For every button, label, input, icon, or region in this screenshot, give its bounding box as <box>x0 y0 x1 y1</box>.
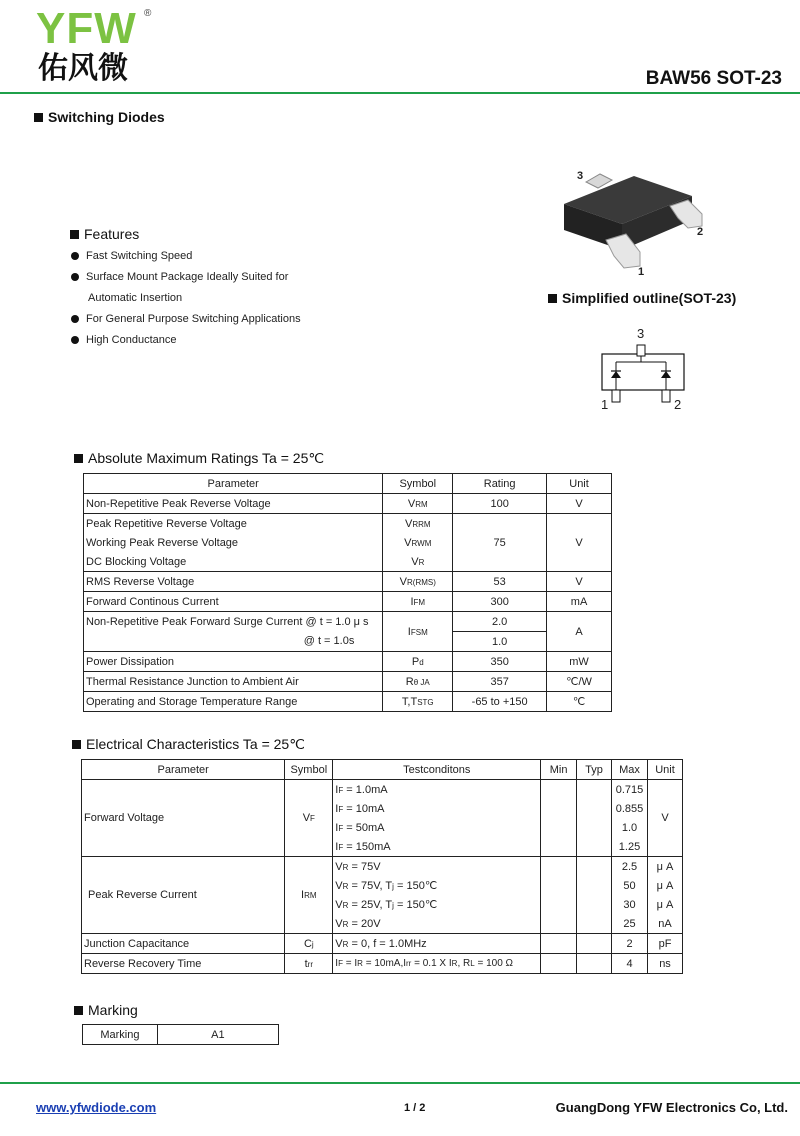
max-cell: 25 <box>612 914 648 934</box>
min-cell <box>541 954 577 974</box>
cond-sub: R <box>342 862 349 872</box>
table-row <box>84 672 612 692</box>
symbol-sub: θ JA <box>413 677 430 687</box>
param-cell: Peak Reverse Current <box>82 857 285 934</box>
bullet-icon <box>71 315 79 323</box>
logo-letters: YFW <box>36 4 137 53</box>
condition-cell <box>333 934 541 954</box>
unit-cell: μ A <box>648 876 683 895</box>
symbol-main: V <box>407 497 416 510</box>
header-cell: Parameter <box>84 474 383 494</box>
unit-cell: mA <box>547 592 612 612</box>
typ-cell <box>577 857 612 934</box>
typ-cell <box>577 954 612 974</box>
max-cell: 2 <box>612 934 648 954</box>
symbol-cell <box>383 552 453 572</box>
cond-rest: = 150℃ <box>393 880 438 892</box>
rating-cell: 53 <box>453 572 547 592</box>
table-row <box>84 572 612 592</box>
cond-sub: j <box>392 901 394 910</box>
cond-main: V <box>335 880 343 892</box>
feature-item <box>86 288 301 309</box>
condition-cell <box>333 954 541 974</box>
header-cell: Testconditons <box>333 760 541 780</box>
rating-cell: 300 <box>453 592 547 612</box>
symbol-main: I <box>301 889 305 901</box>
abs-max-title: Absolute Maximum Ratings Ta = 25℃ <box>88 450 325 466</box>
symbol-main: I <box>407 625 411 638</box>
table-row <box>84 494 612 514</box>
cond-main: V <box>335 860 343 873</box>
param-cell: Forward Voltage <box>82 780 285 857</box>
cond-sub: F <box>338 959 343 968</box>
param-cell: Peak Repetitive Reverse Voltage <box>84 514 383 534</box>
param-cell: Forward Continous Current <box>84 592 383 612</box>
cond-main: I <box>335 821 339 834</box>
cond-sub: F <box>338 842 344 852</box>
max-cell: 0.715 <box>612 780 648 800</box>
unit-cell: V <box>547 572 612 592</box>
outline-title: Simplified outline(SOT-23) <box>562 290 737 306</box>
cond-rest: = 25V, T <box>348 899 393 911</box>
symbol-main: V <box>405 517 413 530</box>
feature-text: Automatic Insertion <box>88 292 183 304</box>
cond-sub: R <box>342 901 349 910</box>
symbol-cell <box>285 780 333 857</box>
features-list <box>86 246 301 351</box>
bullet-icon <box>71 273 79 281</box>
condition-cell <box>333 857 541 877</box>
cond-rest: , R <box>457 958 471 969</box>
symbol-sub: R(RMS) <box>407 577 436 587</box>
condition-cell <box>333 799 541 818</box>
symbol-cell <box>383 652 453 672</box>
symbol-sub: R <box>418 557 425 567</box>
symbol-sub: FSM <box>410 627 428 637</box>
square-bullet-icon <box>548 294 557 303</box>
symbol-main: V <box>404 536 412 549</box>
logo-chinese-name: 佑风微 <box>38 51 128 86</box>
cond-sub: j <box>392 882 394 891</box>
part-title: BAW56 SOT-23 <box>645 68 782 89</box>
feature-text: High Conductance <box>86 334 177 346</box>
condition-cell <box>333 818 541 837</box>
header-divider <box>0 92 800 94</box>
header-cell: Parameter <box>82 760 285 780</box>
header-cell: Symbol <box>285 760 333 780</box>
elec-title: Electrical Characteristics Ta = 25℃ <box>86 736 305 752</box>
square-bullet-icon <box>74 1006 83 1015</box>
max-cell: 1.0 <box>612 818 648 837</box>
max-cell: 4 <box>612 954 648 974</box>
header-cell: Typ <box>577 760 612 780</box>
cond-main: I <box>335 802 339 815</box>
symbol-main: V <box>399 575 407 588</box>
marking-label-cell: Marking <box>83 1025 158 1045</box>
schematic-pin1-label: 1 <box>601 397 609 412</box>
cond-rest: = 20V <box>348 917 381 930</box>
unit-cell: nA <box>648 914 683 934</box>
cond-main: I <box>335 783 339 796</box>
symbol-cell <box>383 692 453 712</box>
abs-max-heading <box>74 450 324 467</box>
symbol-sub: RM <box>304 891 317 900</box>
cond-sub: F <box>338 823 344 833</box>
table-row <box>84 592 612 612</box>
package-pin3-label: 3 <box>577 170 584 182</box>
param-cell: Reverse Recovery Time <box>82 954 285 974</box>
unit-cell: A <box>547 612 612 652</box>
square-bullet-icon <box>70 230 79 239</box>
cond-rest: = 0.1 X I <box>411 958 452 969</box>
cond-sub: R <box>342 939 349 949</box>
unit-cell: ℃ <box>547 692 612 712</box>
symbol-sub: RM <box>415 499 428 509</box>
cond-sub: F <box>338 804 344 814</box>
symbol-cell <box>383 612 453 652</box>
table-header-row <box>84 474 612 494</box>
typ-cell <box>577 934 612 954</box>
cond-rest: = 10mA <box>343 802 385 815</box>
symbol-sub: d <box>419 657 424 667</box>
package-pin2-label: 2 <box>697 226 704 238</box>
rating-cell: 1.0 <box>453 632 547 652</box>
symbol-cell <box>383 514 453 534</box>
unit-cell: ns <box>648 954 683 974</box>
marking-heading <box>74 1002 138 1018</box>
symbol-cell <box>383 533 453 552</box>
symbol-sub: FM <box>413 597 426 607</box>
condition-cell <box>333 780 541 800</box>
table-row <box>84 692 612 712</box>
symbol-main: V <box>302 812 311 824</box>
header-cell: Symbol <box>383 474 453 494</box>
max-cell: 50 <box>612 876 648 895</box>
max-cell: 0.855 <box>612 799 648 818</box>
feature-text: For General Purpose Switching Applications <box>86 313 301 325</box>
company-name: GuangDong YFW Electronics Co, Ltd. <box>555 1100 788 1115</box>
param-cell: Operating and Storage Temperature Range <box>84 692 383 712</box>
feature-text: Fast Switching Speed <box>86 250 193 262</box>
header-cell: Unit <box>648 760 683 780</box>
typ-cell <box>577 780 612 857</box>
condition-cell <box>333 895 541 914</box>
unit-cell: pF <box>648 934 683 954</box>
cond-main: V <box>335 937 343 950</box>
feature-item <box>86 246 301 267</box>
feature-item <box>86 309 301 330</box>
rating-cell: 357 <box>453 672 547 692</box>
symbol-sub: j <box>311 939 314 949</box>
square-bullet-icon <box>72 740 81 749</box>
unit-cell: μ A <box>648 857 683 877</box>
rating-cell: 350 <box>453 652 547 672</box>
bullet-icon <box>71 336 79 344</box>
square-bullet-icon <box>34 113 43 122</box>
param-cell: Thermal Resistance Junction to Ambient Air <box>84 672 383 692</box>
abs-max-table <box>83 473 612 712</box>
unit-cell: V <box>648 780 683 857</box>
rating-cell: -65 to +150 <box>453 692 547 712</box>
symbol-cell <box>285 934 333 954</box>
table-row <box>82 934 683 954</box>
feature-item <box>86 267 301 288</box>
feature-text: Surface Mount Package Ideally Suited for <box>86 271 289 283</box>
param-cell: Non-Repetitive Peak Reverse Voltage <box>84 494 383 514</box>
symbol-cell <box>285 857 333 934</box>
schematic-pin3-label: 3 <box>637 326 645 341</box>
table-row <box>84 514 612 534</box>
package-pin1-label: 1 <box>638 266 645 278</box>
cond-sub: F <box>338 785 344 795</box>
symbol-main: T,T <box>401 695 418 708</box>
features-title: Features <box>84 226 140 242</box>
max-cell: 1.25 <box>612 837 648 857</box>
cond-sub: R <box>342 882 349 891</box>
website-link[interactable]: www.yfwdiode.com <box>36 1100 157 1115</box>
rating-cell: 2.0 <box>453 612 547 632</box>
condition-cell <box>333 914 541 934</box>
symbol-sub: RRM <box>412 519 431 529</box>
cond-rest: = 150℃ <box>393 899 438 911</box>
marking-table <box>82 1024 279 1045</box>
cond-rest: = 150mA <box>343 840 391 853</box>
cond-rest: = 1.0mA <box>343 783 388 796</box>
marking-title: Marking <box>88 1002 138 1018</box>
marking-value-cell: A1 <box>157 1025 278 1045</box>
unit-cell: ℃/W <box>547 672 612 692</box>
logo-registered-mark: ® <box>144 8 152 19</box>
header-cell: Max <box>612 760 648 780</box>
table-header-row <box>82 760 683 780</box>
cond-main: V <box>335 899 343 911</box>
cond-main: I <box>335 840 339 853</box>
cond-sub: L <box>470 959 475 968</box>
cond-rest: = 10mA,I <box>362 958 407 969</box>
page-number: 1 / 2 <box>404 1102 426 1114</box>
param-cell: RMS Reverse Voltage <box>84 572 383 592</box>
cond-main: V <box>335 917 343 930</box>
table-row <box>82 857 683 877</box>
table-row <box>84 632 612 652</box>
symbol-cell <box>383 592 453 612</box>
condition-cell <box>333 876 541 895</box>
table-row <box>83 1025 279 1045</box>
cond-rest: = 50mA <box>343 821 385 834</box>
rating-cell: 100 <box>453 494 547 514</box>
cond-rest: = 75V, T <box>348 880 393 892</box>
max-cell: 30 <box>612 895 648 914</box>
header-cell: Min <box>541 760 577 780</box>
cond-rest: = 100 Ω <box>474 958 514 969</box>
section-title: Switching Diodes <box>48 109 165 125</box>
min-cell <box>541 780 577 857</box>
elec-heading <box>72 736 305 753</box>
cond-sub: R <box>342 919 349 929</box>
symbol-sub: F <box>310 814 315 823</box>
header-cell: Rating <box>453 474 547 494</box>
footer-divider <box>0 1082 800 1084</box>
symbol-main: t <box>304 957 308 970</box>
param-cell: Non-Repetitive Peak Forward Surge Current @ t = 1.0 μ s <box>84 612 383 632</box>
param-cell: Junction Capacitance <box>82 934 285 954</box>
param-cell: Power Dissipation <box>84 652 383 672</box>
cond-rest: = 75V <box>348 860 381 873</box>
symbol-cell <box>383 572 453 592</box>
cond-sub: R <box>451 959 458 968</box>
elec-table <box>81 759 683 974</box>
symbol-sub: RWM <box>411 538 432 548</box>
param-cell: DC Blocking Voltage <box>84 552 383 572</box>
symbol-main: V <box>411 555 419 568</box>
rating-cell: 75 <box>453 514 547 572</box>
cond-rest: = 0, f = 1.0MHz <box>348 937 427 950</box>
unit-cell: μ A <box>648 895 683 914</box>
schematic-pin2-label: 2 <box>674 397 682 412</box>
symbol-main: C <box>303 937 312 950</box>
param-cell: @ t = 1.0s <box>84 632 383 652</box>
header-cell: Unit <box>547 474 612 494</box>
symbol-cell <box>383 672 453 692</box>
table-row <box>84 652 612 672</box>
features-heading <box>70 226 139 242</box>
min-cell <box>541 857 577 934</box>
square-bullet-icon <box>74 454 83 463</box>
cond-sub: rr <box>406 959 412 968</box>
table-row <box>82 780 683 800</box>
unit-cell: mW <box>547 652 612 672</box>
symbol-sub: STG <box>417 697 434 707</box>
outline-heading <box>548 290 736 306</box>
section-switching-diodes <box>34 109 165 125</box>
cond-rest: = I <box>342 958 358 969</box>
symbol-cell <box>285 954 333 974</box>
symbol-main: I <box>410 595 414 608</box>
cond-main: I <box>335 958 339 969</box>
bullet-icon <box>71 252 79 260</box>
symbol-main: P <box>411 655 420 668</box>
table-row <box>84 612 612 632</box>
max-cell: 2.5 <box>612 857 648 877</box>
symbol-cell <box>383 494 453 514</box>
min-cell <box>541 934 577 954</box>
unit-cell: V <box>547 494 612 514</box>
table-row <box>82 954 683 974</box>
param-cell: Working Peak Reverse Voltage <box>84 533 383 552</box>
feature-item <box>86 330 301 351</box>
cond-sub: R <box>357 959 363 968</box>
symbol-sub: rr <box>307 959 313 969</box>
unit-cell: V <box>547 514 612 572</box>
condition-cell <box>333 837 541 857</box>
symbol-main: R <box>405 675 414 688</box>
